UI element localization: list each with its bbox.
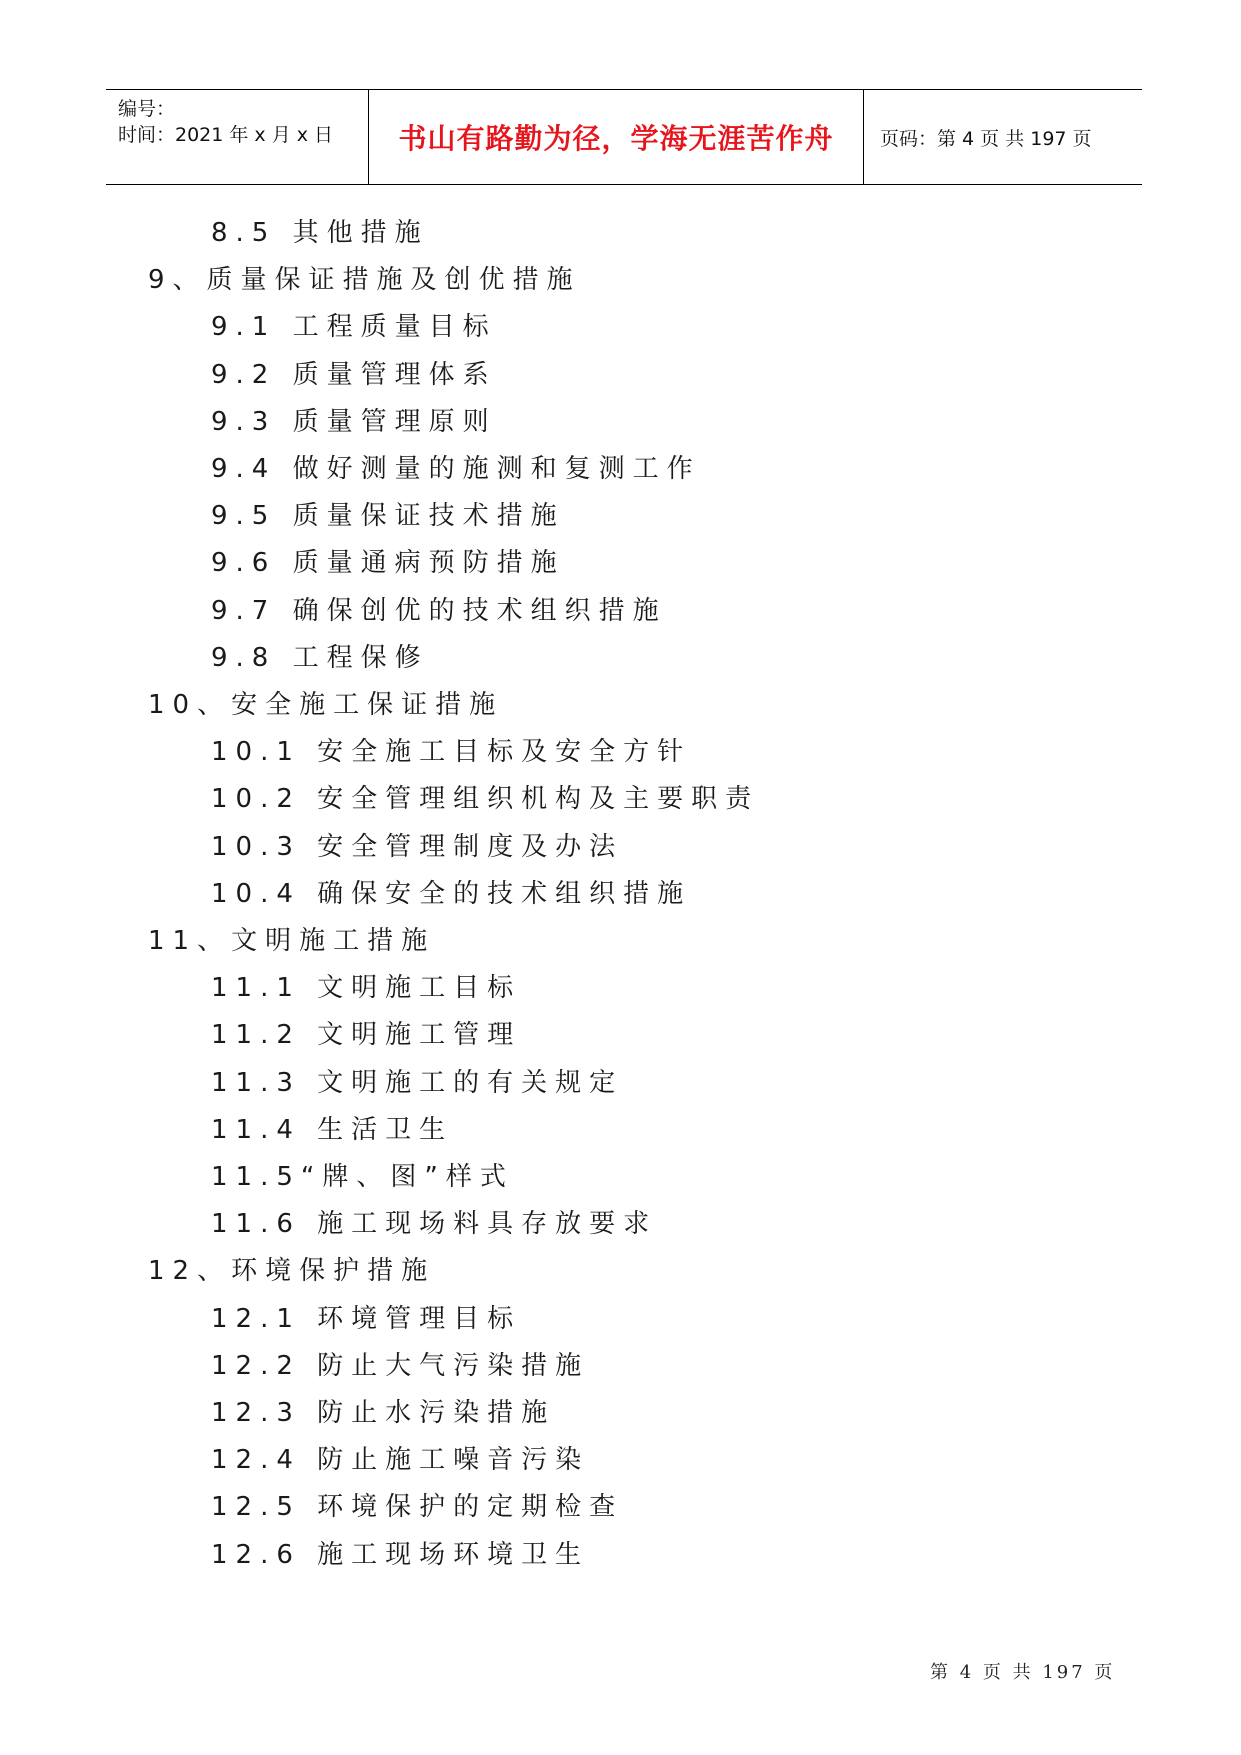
toc-section-entry: 11.6 施工现场料具存放要求 (211, 1209, 658, 1240)
toc-section-entry: 12.1 环境管理目标 (211, 1303, 522, 1334)
toc-chapter-entry: 11、文明施工措施 (148, 926, 436, 956)
toc-section-entry: 9.4 做好测量的施测和复测工作 (211, 454, 701, 484)
toc-section-entry: 10.4 确保安全的技术组织措施 (211, 878, 692, 909)
header-page-cell (864, 90, 1142, 184)
header-page-info: 页码：第 4 页 共 197 页 (880, 127, 1092, 150)
toc-section-entry: 9.8 工程保修 (211, 642, 429, 673)
toc-section-entry: 10.2 安全管理组织机构及主要职责 (211, 784, 760, 815)
toc-section-entry: 9.6 质量通病预防措施 (211, 548, 565, 579)
toc-section-entry: 9.5 质量保证技术措施 (211, 501, 565, 532)
toc-section-entry: 9.1 工程质量目标 (211, 312, 497, 343)
toc-section-entry: 11.5“牌、图”样式 (211, 1162, 514, 1192)
toc-section-entry: 11.2 文明施工管理 (211, 1020, 522, 1051)
toc-section-entry: 9.2 质量管理体系 (211, 359, 497, 390)
toc-chapter-entry: 9、质量保证措施及创优措施 (148, 265, 581, 296)
toc-section-entry: 10.1 安全施工目标及安全方针 (211, 737, 692, 768)
header-meta-cell (106, 90, 369, 184)
document-date-label: 时间：2021 年 x 月 x 日 (118, 124, 334, 146)
page-footer: 第 4 页 共 197 页 (930, 1662, 1116, 1683)
toc-section-entry: 9.3 质量管理原则 (211, 406, 497, 437)
toc-section-entry: 12.3 防止水污染措施 (211, 1398, 556, 1428)
toc-section-entry: 12.2 防止大气污染措施 (211, 1350, 590, 1381)
toc-section-entry: 12.5 环境保护的定期检查 (211, 1492, 624, 1523)
toc-chapter-entry: 10、安全施工保证措施 (148, 690, 504, 720)
toc-chapter-entry: 12、环境保护措施 (148, 1256, 436, 1287)
motto-text: 书山有路勤为径，学海无涯苦作舟 (398, 122, 834, 155)
toc-section-entry: 10.3 安全管理制度及办法 (211, 831, 624, 862)
toc-section-entry: 11.4 生活卫生 (211, 1114, 454, 1145)
toc-section-entry: 11.3 文明施工的有关规定 (211, 1067, 624, 1098)
document-header (106, 89, 1142, 185)
header-motto-cell (369, 90, 864, 184)
toc-section-entry: 12.6 施工现场环境卫生 (211, 1539, 590, 1570)
toc-section-entry: 9.7 确保创优的技术组织措施 (211, 595, 667, 626)
toc-section-entry: 12.4 防止施工噪音污染 (211, 1445, 590, 1476)
document-number-label: 编号： (118, 98, 176, 120)
toc-section-entry: 8.5 其他措施 (211, 218, 429, 248)
toc-section-entry: 11.1 文明施工目标 (211, 973, 522, 1004)
